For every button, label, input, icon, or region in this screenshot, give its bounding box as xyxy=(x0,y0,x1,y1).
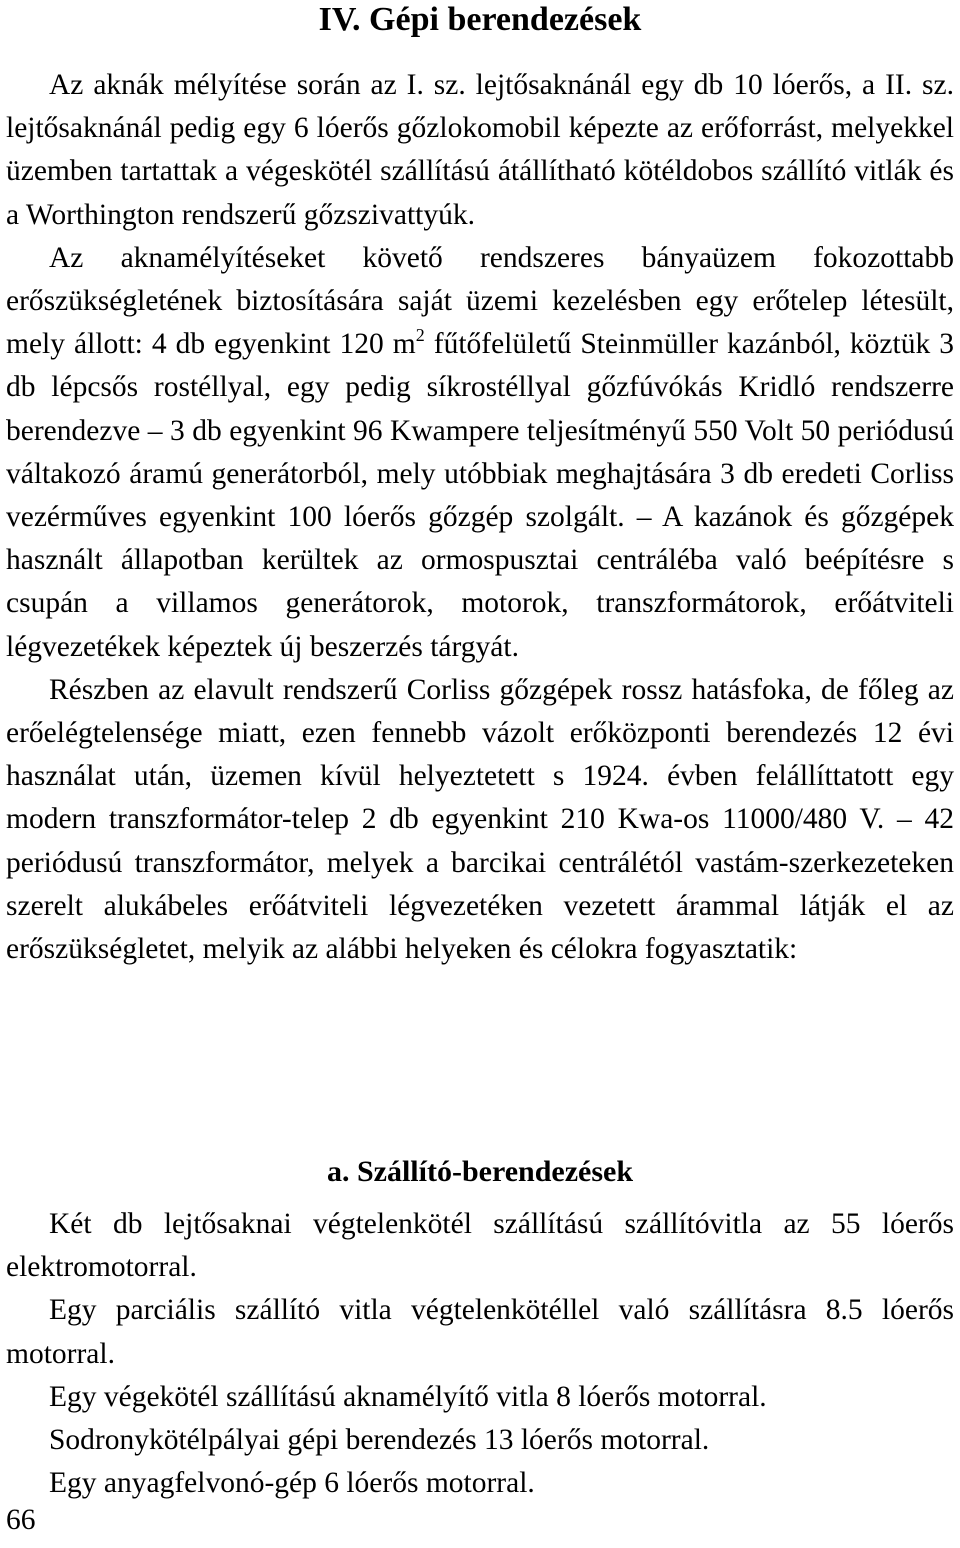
list-item: Egy anyagfelvonó-gép 6 lóerős motorral. xyxy=(49,1467,535,1500)
paragraph-2 xyxy=(6,237,954,669)
superscript-2: 2 xyxy=(415,325,425,346)
paragraph-1: Az aknák mélyítése során az I. sz. lejtősaknánál egy db 10 lóerős, a II. sz. lejtősaknánál pedig egy 6 lóerős gőzlokomobil képezte az erőforrást, melyekkel üzemben tartattak a végeskötél szállítású átállítható kötéldobos szállító vitlák és a Worthington rendszerű gőzszivattyúk. xyxy=(6,69,954,231)
list-item: Egy parciális szállító vitla végtelenkötéllel való szállításra 8.5 lóerős motorral. xyxy=(6,1294,954,1370)
section-title: a. Szállító-berendezések xyxy=(326,1155,634,1188)
equipment-list xyxy=(6,1203,954,1505)
list-item: Két db lejtősaknai végtelenkötél szállítású szállítóvitla az 55 lóerős elektromotorral. xyxy=(6,1208,954,1284)
paragraph-2-part-1: Az aknamélyítéseket követő rendszeres bányaüzem fokozottabb erőszükségletének biztosítására saját üzemi kezelésben egy erőtelep létesült, mely állott: 4 db egyenkint 120 m xyxy=(6,241,954,361)
paragraph-3: Részben az elavult rendszerű Corliss gőzgépek rossz hatásfoka, de főleg az erőelégtelensége miatt, ezen fennebb vázolt erőközponti berendezés 12 évi használat után, üzemen kívül helyeztetett s 1924. évben felállíttatott egy modern transzformátor-telep 2 db egyenkint 210 Kwa-os 11000/480 V. – 42 periódusú transzformátor, melyek a barcikai centrálétól vastám-szerkezeteken szerelt alukábeles erőátviteli légvezetéken vezetett árammal látják el az erőszükségletet, melyik az alábbi helyeken és célokra fogyasztatik: xyxy=(6,673,954,966)
page-number: 66 xyxy=(6,1504,36,1536)
list-item: Sodronykötélpályai gépi berendezés 13 lóerős motorral. xyxy=(49,1424,710,1457)
body-text xyxy=(6,64,954,971)
paragraph-2-part-2: fűtőfelületű Steinmüller kazánból, köztük 3 db lépcsős rostéllyal, egy pedig síkrostéllyal gőzfúvókás Kridló rendszerre berendezve – 3 db egyenkint 96 Kwampere teljesítményű 550 Volt 50 periódusú váltakozó áramú generátorból, mely utóbbiak meghajtására 3 db eredeti Corliss vezérműves egyenkint 100 lóerős gőzgép szolgált. – A kazánok és gőzgépek használt állapotban kerültek az ormospusztai centráléba való beépítésre s csupán a villamos generátorok, motorok, transzformátorok, erőátviteli légvezetékek képeztek új beszerzés tárgyát. xyxy=(6,328,954,663)
chapter-title: IV. Gépi berendezések xyxy=(318,1,642,38)
list-item: Egy végekötél szállítású aknamélyítő vitla 8 lóerős motorral. xyxy=(49,1380,767,1413)
